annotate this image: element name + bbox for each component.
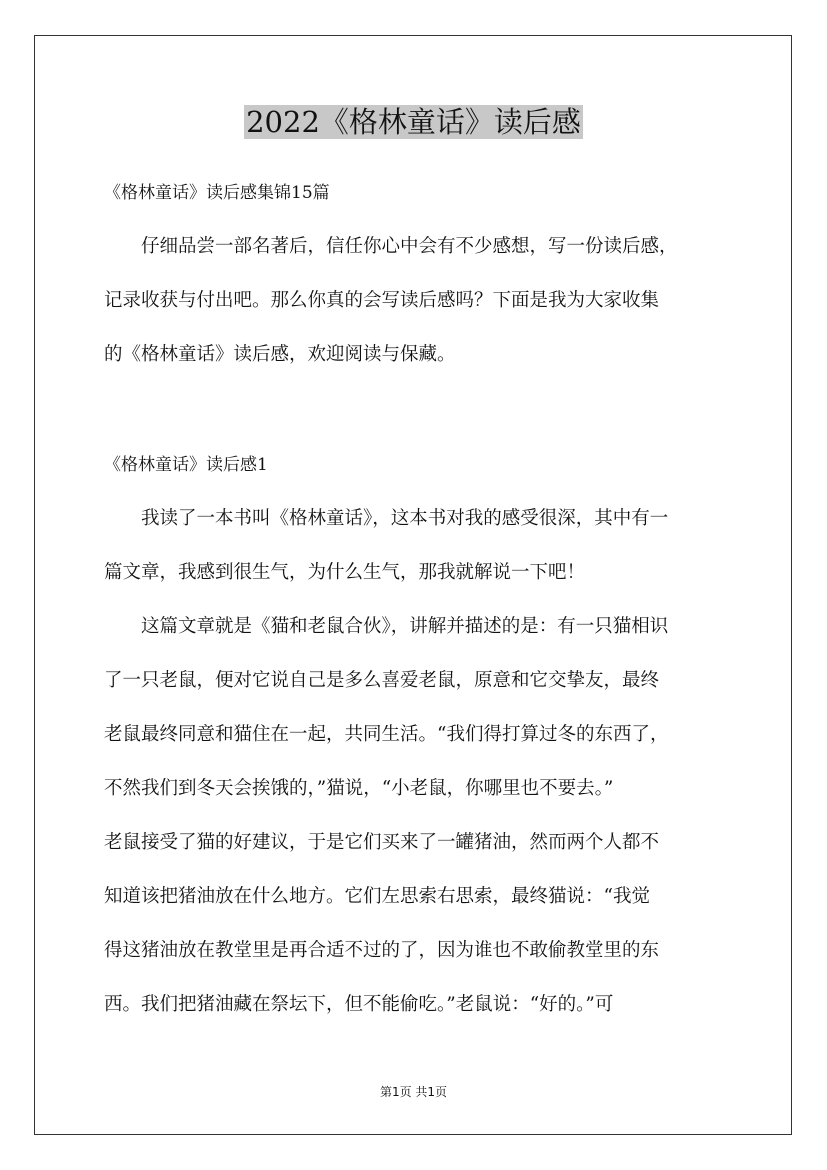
body-line-1: 我读了一本书叫《格林童话》，这本书对我的感受很深，其中有一 bbox=[141, 508, 669, 529]
body-line-8: 知道该把猪油放在什么地方。它们左思索右思索，最终猫说：“我觉 bbox=[104, 886, 650, 907]
intro-line-3: 的《格林童话》读后感，欢迎阅读与保藏。 bbox=[104, 344, 456, 365]
body-line-7: 老鼠接受了猫的好建议，于是它们买来了一罐猪油，然而两个人都不 bbox=[104, 832, 660, 853]
body-line-4: 了一只老鼠，便对它说自己是多么喜爱老鼠，原意和它交挚友，最终 bbox=[104, 670, 660, 691]
body-line-9: 得这猪油放在教堂里是再合适不过的了，因为谁也不敢偷教堂里的东 bbox=[104, 940, 660, 961]
body-line-2: 篇文章，我感到很生气，为什么生气，那我就解说一下吧！ bbox=[104, 562, 586, 583]
body-line-10: 西。我们把猪油藏在祭坛下，但不能偷吃。”老鼠说：“好的。”可 bbox=[104, 994, 614, 1015]
page-number-footer: 第1页 共1页 bbox=[379, 1085, 448, 1099]
document-subtitle: 《格林童话》读后感集锦15篇 bbox=[104, 183, 330, 203]
body-line-5: 老鼠最终同意和猫住在一起，共同生活。“我们得打算过冬的东西了， bbox=[104, 724, 669, 745]
intro-line-2: 记录收获与付出吧。那么你真的会写读后感吗？下面是我为大家收集 bbox=[104, 290, 660, 311]
intro-line-1: 仔细品尝一部名著后，信任你心中会有不少感想，写一份读后感， bbox=[141, 236, 678, 257]
document-title: 2022《格林童话》读后感 bbox=[246, 105, 581, 139]
body-line-6: 不然我们到冬天会挨饿的，”猫说，“小老鼠，你哪里也不要去。” bbox=[104, 778, 614, 799]
body-line-3: 这篇文章就是《猫和老鼠合伙》，讲解并描述的是：有一只猫相识 bbox=[141, 616, 669, 637]
section-heading: 《格林童话》读后感1 bbox=[104, 455, 268, 475]
